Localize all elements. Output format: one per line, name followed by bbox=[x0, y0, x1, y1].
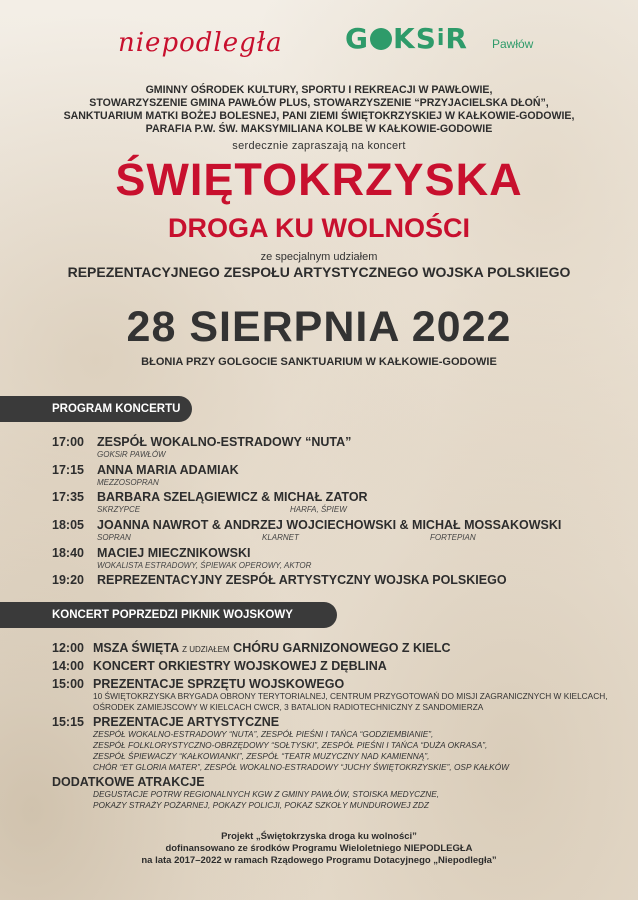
picnic-act: KONCERT ORKIESTRY WOJSKOWEJ Z DĘBLINA bbox=[93, 659, 387, 673]
program-role: HARFA, ŚPIEW bbox=[290, 505, 347, 514]
goksir-logo: G KSiR bbox=[345, 22, 468, 55]
program-role: GOKSiR PAWŁÓW bbox=[97, 450, 166, 459]
program-header: PROGRAM KONCERTU bbox=[0, 396, 192, 422]
program-act: MACIEJ MIECZNIKOWSKI bbox=[97, 546, 251, 560]
invite-text: serdecznie zapraszają na koncert bbox=[232, 140, 406, 152]
special-guest-label: ze specjalnym udziałem bbox=[260, 251, 378, 263]
picnic-header: KONCERT POPRZEDZI PIKNIK WOJSKOWY bbox=[0, 602, 337, 628]
program-time: 17:15 bbox=[52, 463, 84, 477]
ball-icon bbox=[370, 28, 392, 50]
program-time: 17:00 bbox=[52, 435, 84, 449]
funding-note: dofinansowano ze środków Programu Wieloletniego NIEPODLEGŁA bbox=[165, 843, 473, 854]
organizer-line: STOWARZYSZENIE GMINA PAWŁÓW PLUS, STOWARZYSZENIE “PRZYJACIELSKA DŁOŃ”, bbox=[89, 97, 549, 109]
special-guest: REPEZENTACYJNEGO ZESPOŁU ARTYSTYCZNEGO WOJSKA POLSKIEGO bbox=[67, 264, 571, 280]
picnic-detail: ZESPÓŁ WOKALNO-ESTRADOWY “NUTA”, ZESPÓŁ PIEŚNI I TAŃCA “GODZIEMBIANIE”, bbox=[93, 729, 434, 739]
funding-note: Projekt „Świętokrzyska droga ku wolności” bbox=[221, 831, 417, 842]
program-act: JOANNA NAWROT & ANDRZEJ WOJCIECHOWSKI & MICHAŁ MOSSAKOWSKI bbox=[97, 518, 562, 532]
picnic-act: PREZENTACJE SPRZĘTU WOJSKOWEGO bbox=[93, 677, 345, 691]
program-act: REPREZENTACYJNY ZESPÓŁ ARTYSTYCZNY WOJSKA POLSKIEGO bbox=[97, 573, 507, 587]
program-time: 18:40 bbox=[52, 546, 84, 560]
concert-subtitle: DROGA KU WOLNOŚCI bbox=[168, 213, 470, 243]
picnic-act: DODATKOWE ATRAKCJE bbox=[52, 775, 205, 789]
event-venue: BŁONIA PRZY GOLGOCIE SANKTUARIUM W KAŁKOWIE-GODOWIE bbox=[141, 356, 497, 368]
picnic-time: 15:00 bbox=[52, 677, 84, 691]
program-act: BARBARA SZELĄGIEWICZ & MICHAŁ ZATOR bbox=[97, 490, 368, 504]
goksir-place: Pawłów bbox=[492, 37, 534, 51]
picnic-detail: POKAZY STRAŻY POŻARNEJ, POKAZY POLICJI, POKAZ SZKOŁY MUNDUROWEJ ZDZ bbox=[93, 800, 429, 810]
picnic-detail: 10 ŚWIĘTOKRZYSKA BRYGADA OBRONY TERYTORIALNEJ, CENTRUM PRZYGOTOWAŃ DO MISJI ZAGRANICZNYCH W KIELCACH, bbox=[93, 691, 608, 701]
program-act: ZESPÓŁ WOKALNO-ESTRADOWY “NUTA” bbox=[97, 435, 352, 449]
picnic-time: 12:00 bbox=[52, 641, 84, 655]
program-act: ANNA MARIA ADAMIAK bbox=[97, 463, 239, 477]
event-date: 28 SIERPNIA 2022 bbox=[126, 303, 512, 351]
program-role: FORTEPIAN bbox=[430, 533, 476, 542]
picnic-detail: ZESPÓŁ ŚPIEWACZY “KAŁKOWIANKI”, ZESPÓŁ “TEATR MUZYCZNY NAD KAMIENNĄ”, bbox=[93, 751, 430, 761]
program-role: MEZZOSOPRAN bbox=[97, 478, 159, 487]
program-time: 19:20 bbox=[52, 573, 84, 587]
picnic-time: 15:15 bbox=[52, 715, 84, 729]
niepodlegla-logo: niepodległa bbox=[118, 28, 283, 58]
organizer-line: SANKTUARIUM MATKI BOŻEJ BOLESNEJ, PANI ZIEMI ŚWIĘTOKRZYSKIEJ W KAŁKOWIE-GODOWIE, bbox=[63, 110, 575, 122]
picnic-detail: ZESPÓŁ FOLKLORYSTYCZNO-OBRZĘDOWY “SOŁTYSKI”, ZESPÓŁ PIEŚNI I TAŃCA “DUŻA OKRASA”, bbox=[93, 740, 488, 750]
organizer-line: PARAFIA P.W. ŚW. MAKSYMILIANA KOLBE W KAŁKOWIE-GODOWIE bbox=[145, 123, 493, 135]
organizer-line: GMINNY OŚRODEK KULTURY, SPORTU I REKREACJI W PAWŁOWIE, bbox=[145, 84, 493, 96]
program-role: SKRZYPCE bbox=[97, 505, 141, 514]
program-time: 17:35 bbox=[52, 490, 84, 504]
funding-note: na lata 2017–2022 w ramach Rządowego Programu Dotacyjnego „Niepodległa” bbox=[141, 855, 497, 866]
picnic-act: MSZA ŚWIĘTA Z UDZIAŁEM CHÓRU GARNIZONOWEGO Z KIELC bbox=[93, 641, 451, 655]
concert-title: ŚWIĘTOKRZYSKA bbox=[115, 154, 523, 205]
picnic-detail: OŚRODEK ZAMIEJSCOWY W KIELCACH CWCR, 3 BATALION RADIOTECHNICZNY Z SANDOMIERZA bbox=[93, 702, 484, 712]
program-time: 18:05 bbox=[52, 518, 84, 532]
picnic-time: 14:00 bbox=[52, 659, 84, 673]
picnic-act: PREZENTACJE ARTYSTYCZNE bbox=[93, 715, 280, 729]
picnic-detail: CHÓR “ET GLORIA MATER”, ZESPÓŁ WOKALNO-ESTRADOWY “JUCHY ŚWIĘTOKRZYSKIE”, OSP KAŁKÓW bbox=[93, 762, 509, 772]
program-role: SOPRAN bbox=[97, 533, 131, 542]
picnic-detail: DEGUSTACJE POTRW REGIONALNYCH KGW Z GMINY PAWŁÓW, STOISKA MEDYCZNE, bbox=[93, 789, 440, 799]
program-role: WOKALISTA ESTRADOWY, ŚPIEWAK OPEROWY, AKTOR bbox=[97, 561, 312, 570]
program-role: KLARNET bbox=[262, 533, 299, 542]
